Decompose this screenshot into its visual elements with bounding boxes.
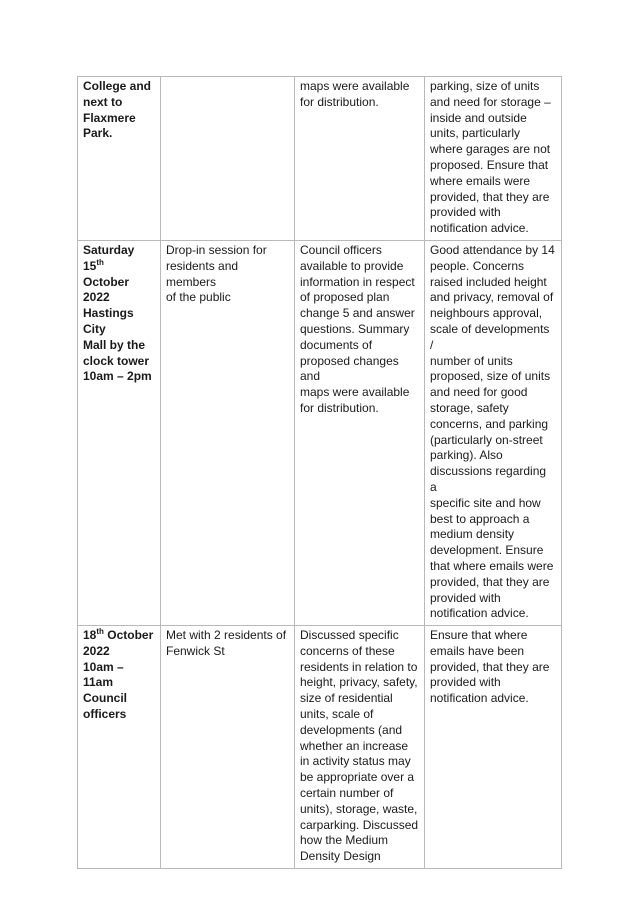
consultation-table [77,76,562,869]
feedback-text: Ensure that where emails have been provided, that they are provided with notification advice. [430,628,550,706]
date-rest: October 2022 10am – 11am Council officers [83,628,154,722]
date-suffix: th [96,257,104,267]
activity-cell [161,77,295,241]
date-cell [78,240,161,625]
feedback-text: Good attendance by 14 people. Concerns raised included height and privacy, removal of neighbours approval, scale of developments / number of units proposed, size of units and need for good storage, safety concerns, and parking (particularly on-street parking). Also discussions regarding a specific site and how best to approach a medium density development. Ensure that where emails were provided, that they are provided with notification advice. [430,242,555,621]
activity-text: Met with 2 residents of Fenwick St [166,628,287,658]
activity-text: Drop-in session for residents and members of the public [166,242,267,305]
discussion-text: Council officers available to provide information in respect of proposed plan change 5 and answer questions. Summary documents of proposed changes and maps were available for distribution. [300,242,415,415]
discussion-cell [295,240,425,625]
feedback-cell [425,626,562,869]
date-cell [78,77,161,241]
date-rest: October 2022 Hastings City Mall by the clock tower 10am – 2pm [83,274,152,384]
feedback-text: parking, size of units and need for storage – inside and outside units, particularly where garages are not proposed. Ensure that where emails were provided, that they are provided with notification advice. [430,79,551,236]
table-row [78,77,562,241]
table-row [78,626,562,869]
date-cell [78,626,161,869]
feedback-cell [425,77,562,241]
activity-cell [161,240,295,625]
feedback-cell [425,240,562,625]
activity-cell [161,626,295,869]
date-text: Saturday 15 [83,242,135,273]
date-text: 18 [83,628,97,643]
discussion-text: Discussed specific concerns of these residents in relation to height, privacy, safety, size of residential units, scale of developments (and whether an increase in activity status may be appropriate over a certain number of units), storage, waste, carparking. Discussed how the Medium Density Design [300,628,419,864]
date-suffix: th [96,627,104,637]
date-text: College and next to Flaxmere Park. [83,79,152,141]
discussion-text: maps were available for distribution. [300,79,410,109]
table-row [78,240,562,625]
discussion-cell [295,77,425,241]
discussion-cell [295,626,425,869]
